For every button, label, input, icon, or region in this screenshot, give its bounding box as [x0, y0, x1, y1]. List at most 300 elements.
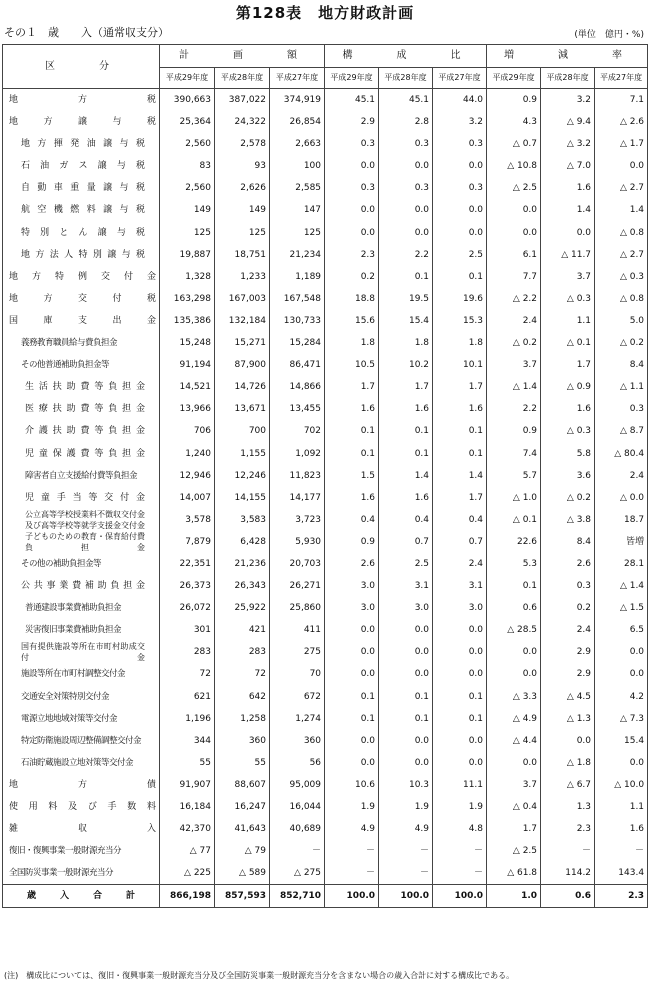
- value-cell: 93: [215, 155, 270, 177]
- value-cell: 852,710: [270, 885, 325, 908]
- table-row: [3, 310, 648, 332]
- value-cell: △ 225: [160, 862, 215, 885]
- table-row: [3, 443, 648, 465]
- value-cell: 125: [270, 222, 325, 244]
- table-row: [3, 730, 648, 752]
- value-cell: 163,298: [160, 288, 215, 310]
- row-label: 公立高等学校授業料不徴収交付金及び高等学校等就学支援金交付金: [3, 509, 160, 531]
- value-cell: 672: [270, 686, 325, 708]
- value-cell: 0.1: [433, 443, 487, 465]
- value-cell: 2.4: [487, 310, 541, 332]
- table-row: [3, 266, 648, 288]
- header-change-rate: 増 減 率: [487, 45, 648, 68]
- row-label: 歳 入 合 計: [3, 885, 160, 908]
- value-cell: △ 10.8: [487, 155, 541, 177]
- value-cell: 0.3: [541, 575, 595, 597]
- value-cell: △ 28.5: [487, 619, 541, 641]
- value-cell: －: [433, 840, 487, 862]
- value-cell: 0.3: [595, 398, 648, 420]
- value-cell: 1.7: [379, 376, 433, 398]
- table-row: [3, 862, 648, 885]
- value-cell: 2,578: [215, 133, 270, 155]
- value-cell: 0.3: [325, 177, 379, 199]
- value-cell: 0.9: [487, 89, 541, 112]
- table-row: [3, 133, 648, 155]
- table-row: [3, 332, 648, 354]
- value-cell: 0.0: [595, 641, 648, 663]
- value-cell: 18,751: [215, 244, 270, 266]
- value-cell: 26,072: [160, 597, 215, 619]
- value-cell: 45.1: [379, 89, 433, 112]
- row-label: 普通建設事業費補助負担金: [3, 597, 160, 619]
- value-cell: 22,351: [160, 553, 215, 575]
- value-cell: 0.1: [325, 443, 379, 465]
- row-label: 交通安全対策特別交付金: [3, 686, 160, 708]
- value-cell: 147: [270, 199, 325, 221]
- value-cell: 1,092: [270, 443, 325, 465]
- value-cell: △ 1.0: [487, 487, 541, 509]
- value-cell: 14,726: [215, 376, 270, 398]
- value-cell: 0.0: [379, 663, 433, 685]
- value-cell: △ 8.7: [595, 420, 648, 442]
- header-year: 平成29年度: [487, 68, 541, 89]
- row-label: 復旧・復興事業一般財源充当分: [3, 840, 160, 862]
- value-cell: 7.7: [487, 266, 541, 288]
- row-label: 介護扶助費等負担金: [3, 420, 160, 442]
- table-row: [3, 155, 648, 177]
- value-cell: 2.6: [541, 553, 595, 575]
- value-cell: 0.0: [379, 730, 433, 752]
- header-year: 平成29年度: [160, 68, 215, 89]
- value-cell: 0.4: [433, 509, 487, 531]
- value-cell: 1.4: [379, 465, 433, 487]
- value-cell: 3.0: [433, 597, 487, 619]
- table-row: [3, 663, 648, 685]
- value-cell: 1.6: [595, 818, 648, 840]
- value-cell: 100.0: [325, 885, 379, 908]
- value-cell: 0.0: [325, 199, 379, 221]
- header-composition: 構 成 比: [325, 45, 487, 68]
- value-cell: 149: [215, 199, 270, 221]
- value-cell: 55: [160, 752, 215, 774]
- value-cell: 0.0: [433, 730, 487, 752]
- value-cell: －: [325, 840, 379, 862]
- value-cell: 0.0: [379, 619, 433, 641]
- value-cell: 45.1: [325, 89, 379, 112]
- value-cell: 1.6: [379, 487, 433, 509]
- value-cell: 2.2: [487, 398, 541, 420]
- value-cell: 642: [215, 686, 270, 708]
- value-cell: 91,907: [160, 774, 215, 796]
- header-year: 平成27年度: [270, 68, 325, 89]
- value-cell: 0.0: [379, 752, 433, 774]
- value-cell: 1.6: [433, 398, 487, 420]
- row-label: その他普通補助負担金等: [3, 354, 160, 376]
- value-cell: △ 0.7: [487, 133, 541, 155]
- row-label: 障害者自立支援給付費等負担金: [3, 465, 160, 487]
- value-cell: △ 0.3: [541, 288, 595, 310]
- value-cell: 1,233: [215, 266, 270, 288]
- table-row: [3, 553, 648, 575]
- value-cell: 0.0: [487, 199, 541, 221]
- value-cell: 0.0: [595, 663, 648, 685]
- value-cell: 3.0: [379, 597, 433, 619]
- value-cell: 1,155: [215, 443, 270, 465]
- value-cell: 2.4: [595, 465, 648, 487]
- value-cell: 5.7: [487, 465, 541, 487]
- value-cell: 390,663: [160, 89, 215, 112]
- table-row: [3, 641, 648, 663]
- value-cell: 0.0: [433, 222, 487, 244]
- value-cell: 4.2: [595, 686, 648, 708]
- value-cell: 70: [270, 663, 325, 685]
- row-label: 児童保護費等負担金: [3, 443, 160, 465]
- value-cell: 1.7: [433, 487, 487, 509]
- value-cell: 1.4: [595, 199, 648, 221]
- value-cell: 700: [215, 420, 270, 442]
- value-cell: 1.3: [541, 796, 595, 818]
- header-year: 平成28年度: [541, 68, 595, 89]
- value-cell: 283: [215, 641, 270, 663]
- value-cell: 21,236: [215, 553, 270, 575]
- value-cell: △ 4.9: [487, 708, 541, 730]
- value-cell: 2.5: [433, 244, 487, 266]
- value-cell: 130,733: [270, 310, 325, 332]
- table-row: [3, 708, 648, 730]
- table-row: [3, 487, 648, 509]
- value-cell: 42,370: [160, 818, 215, 840]
- value-cell: 706: [160, 420, 215, 442]
- value-cell: 12,946: [160, 465, 215, 487]
- value-cell: △ 0.8: [595, 222, 648, 244]
- value-cell: 0.3: [433, 133, 487, 155]
- value-cell: 0.0: [595, 752, 648, 774]
- table-row: [3, 774, 648, 796]
- table-row: [3, 575, 648, 597]
- value-cell: 14,155: [215, 487, 270, 509]
- value-cell: 4.8: [433, 818, 487, 840]
- value-cell: 2.8: [379, 111, 433, 133]
- value-cell: 26,373: [160, 575, 215, 597]
- row-label: 義務教育職員給与費負担金: [3, 332, 160, 354]
- value-cell: 3.1: [433, 575, 487, 597]
- value-cell: 2.3: [595, 885, 648, 908]
- value-cell: －: [379, 862, 433, 885]
- header-year: 平成27年度: [595, 68, 648, 89]
- value-cell: △ 2.2: [487, 288, 541, 310]
- value-cell: 22.6: [487, 531, 541, 553]
- value-cell: △ 0.3: [541, 420, 595, 442]
- value-cell: 13,671: [215, 398, 270, 420]
- row-label: 雑 収 入: [3, 818, 160, 840]
- value-cell: 14,866: [270, 376, 325, 398]
- value-cell: 3.0: [325, 597, 379, 619]
- table-row: [3, 796, 648, 818]
- value-cell: 125: [215, 222, 270, 244]
- value-cell: 15,248: [160, 332, 215, 354]
- value-cell: 2.9: [541, 641, 595, 663]
- value-cell: 6,428: [215, 531, 270, 553]
- value-cell: 0.0: [433, 663, 487, 685]
- value-cell: 1.0: [487, 885, 541, 908]
- value-cell: △ 9.4: [541, 111, 595, 133]
- value-cell: 1.4: [541, 199, 595, 221]
- value-cell: △ 0.2: [487, 332, 541, 354]
- value-cell: 28.1: [595, 553, 648, 575]
- row-label: 地方特例交付金: [3, 266, 160, 288]
- value-cell: 88,607: [215, 774, 270, 796]
- value-cell: △ 0.2: [595, 332, 648, 354]
- value-cell: △ 1.3: [541, 708, 595, 730]
- value-cell: 7.4: [487, 443, 541, 465]
- value-cell: 15.4: [379, 310, 433, 332]
- value-cell: 0.7: [433, 531, 487, 553]
- value-cell: 40,689: [270, 818, 325, 840]
- value-cell: 866,198: [160, 885, 215, 908]
- row-label: 使用料及び手数料: [3, 796, 160, 818]
- value-cell: △ 275: [270, 862, 325, 885]
- value-cell: 387,022: [215, 89, 270, 112]
- value-cell: 83: [160, 155, 215, 177]
- table-row: [3, 619, 648, 641]
- value-cell: △ 4.4: [487, 730, 541, 752]
- value-cell: △ 0.1: [541, 332, 595, 354]
- value-cell: 0.1: [433, 266, 487, 288]
- value-cell: 44.0: [433, 89, 487, 112]
- value-cell: △ 1.1: [595, 376, 648, 398]
- header-year: 平成29年度: [325, 68, 379, 89]
- value-cell: 0.1: [379, 266, 433, 288]
- value-cell: 4.9: [325, 818, 379, 840]
- value-cell: 143.4: [595, 862, 648, 885]
- value-cell: 3.6: [541, 465, 595, 487]
- value-cell: 1.7: [541, 354, 595, 376]
- value-cell: △ 1.4: [595, 575, 648, 597]
- value-cell: 2.3: [541, 818, 595, 840]
- table-row: [3, 818, 648, 840]
- value-cell: 2.5: [379, 553, 433, 575]
- value-cell: 3.7: [487, 774, 541, 796]
- table-row: [3, 288, 648, 310]
- value-cell: 100: [270, 155, 325, 177]
- table-subtitle: その１ 歳 入（通常収支分）: [4, 26, 169, 39]
- value-cell: △ 0.9: [541, 376, 595, 398]
- value-cell: 301: [160, 619, 215, 641]
- value-cell: 19,887: [160, 244, 215, 266]
- value-cell: 1.8: [379, 332, 433, 354]
- value-cell: 56: [270, 752, 325, 774]
- value-cell: 2,560: [160, 177, 215, 199]
- table-row: [3, 686, 648, 708]
- value-cell: 1,274: [270, 708, 325, 730]
- value-cell: △ 589: [215, 862, 270, 885]
- value-cell: △ 3.3: [487, 686, 541, 708]
- row-label: 地 方 税: [3, 89, 160, 112]
- value-cell: 25,860: [270, 597, 325, 619]
- value-cell: 95,009: [270, 774, 325, 796]
- value-cell: 0.0: [433, 199, 487, 221]
- value-cell: 15.4: [595, 730, 648, 752]
- table-row: [3, 465, 648, 487]
- value-cell: 6.5: [595, 619, 648, 641]
- value-cell: 360: [270, 730, 325, 752]
- value-cell: 857,593: [215, 885, 270, 908]
- value-cell: 1,189: [270, 266, 325, 288]
- value-cell: 25,922: [215, 597, 270, 619]
- value-cell: 1.6: [541, 398, 595, 420]
- value-cell: 91,194: [160, 354, 215, 376]
- value-cell: 87,900: [215, 354, 270, 376]
- value-cell: △ 61.8: [487, 862, 541, 885]
- value-cell: 1.4: [433, 465, 487, 487]
- value-cell: 621: [160, 686, 215, 708]
- footnote: (注) 構成比については、復旧・復興事業一般財源充当分及び全国防災事業一般財源充当分を含まない場合の歳入合計に対する構成比である。: [4, 971, 515, 980]
- value-cell: 702: [270, 420, 325, 442]
- value-cell: 10.3: [379, 774, 433, 796]
- value-cell: 16,044: [270, 796, 325, 818]
- value-cell: 2.4: [433, 553, 487, 575]
- row-label: 災害復旧事業費補助負担金: [3, 619, 160, 641]
- value-cell: 2,585: [270, 177, 325, 199]
- row-label: 地 方 交 付 税: [3, 288, 160, 310]
- row-label: 施設等所在市町村調整交付金: [3, 663, 160, 685]
- value-cell: △ 0.0: [595, 487, 648, 509]
- row-label: 地 方 譲 与 税: [3, 111, 160, 133]
- value-cell: 135,386: [160, 310, 215, 332]
- total-row: [3, 885, 648, 908]
- value-cell: 41,643: [215, 818, 270, 840]
- value-cell: 2,560: [160, 133, 215, 155]
- value-cell: △ 3.8: [541, 509, 595, 531]
- value-cell: 16,184: [160, 796, 215, 818]
- header-kubun: 区 分: [3, 45, 160, 89]
- value-cell: 1.5: [325, 465, 379, 487]
- table-row: [3, 89, 648, 112]
- value-cell: △ 80.4: [595, 443, 648, 465]
- value-cell: 149: [160, 199, 215, 221]
- table-row: [3, 531, 648, 553]
- value-cell: 6.1: [487, 244, 541, 266]
- table-row: [3, 177, 648, 199]
- row-label: 特別とん譲与税: [3, 222, 160, 244]
- unit-note: (単位 億円・%): [574, 30, 644, 40]
- value-cell: 20,703: [270, 553, 325, 575]
- value-cell: 374,919: [270, 89, 325, 112]
- value-cell: 0.1: [379, 686, 433, 708]
- value-cell: 15,271: [215, 332, 270, 354]
- value-cell: 7,879: [160, 531, 215, 553]
- value-cell: 3.7: [487, 354, 541, 376]
- value-cell: 0.7: [379, 531, 433, 553]
- value-cell: 15,284: [270, 332, 325, 354]
- value-cell: 10.6: [325, 774, 379, 796]
- value-cell: 2.2: [379, 244, 433, 266]
- value-cell: 18.7: [595, 509, 648, 531]
- value-cell: 0.1: [487, 575, 541, 597]
- value-cell: 0.0: [325, 155, 379, 177]
- row-label: 地方法人特別譲与税: [3, 244, 160, 266]
- value-cell: 2.9: [541, 663, 595, 685]
- value-cell: △ 1.7: [595, 133, 648, 155]
- row-label: 地 方 債: [3, 774, 160, 796]
- value-cell: 0.6: [487, 597, 541, 619]
- value-cell: 132,184: [215, 310, 270, 332]
- value-cell: △ 3.2: [541, 133, 595, 155]
- value-cell: 10.1: [433, 354, 487, 376]
- value-cell: 3.1: [379, 575, 433, 597]
- page-title: 第128表 地方財政計画: [235, 4, 415, 22]
- table-row: [3, 509, 648, 531]
- header-year: 平成28年度: [379, 68, 433, 89]
- value-cell: 1.9: [325, 796, 379, 818]
- value-cell: 0.1: [325, 686, 379, 708]
- value-cell: 3.7: [541, 266, 595, 288]
- value-cell: 12,246: [215, 465, 270, 487]
- header-plan-amount: 計 画 額: [160, 45, 325, 68]
- row-label: 子どものための教育・保育給付費負担金: [3, 531, 160, 553]
- value-cell: 0.1: [433, 420, 487, 442]
- value-cell: 2.9: [325, 111, 379, 133]
- value-cell: 72: [215, 663, 270, 685]
- value-cell: 1,328: [160, 266, 215, 288]
- value-cell: 411: [270, 619, 325, 641]
- value-cell: △ 0.8: [595, 288, 648, 310]
- value-cell: △ 7.0: [541, 155, 595, 177]
- value-cell: △ 2.5: [487, 840, 541, 862]
- value-cell: 1,258: [215, 708, 270, 730]
- value-cell: －: [379, 840, 433, 862]
- value-cell: 15.6: [325, 310, 379, 332]
- table-row: [3, 354, 648, 376]
- value-cell: 167,003: [215, 288, 270, 310]
- value-cell: △ 4.5: [541, 686, 595, 708]
- row-label: 国 庫 支 出 金: [3, 310, 160, 332]
- row-label: 全国防災事業一般財源充当分: [3, 862, 160, 885]
- value-cell: 25,364: [160, 111, 215, 133]
- value-cell: 3.0: [325, 575, 379, 597]
- value-cell: 1.7: [487, 818, 541, 840]
- row-label: 石油ガス譲与税: [3, 155, 160, 177]
- value-cell: －: [433, 862, 487, 885]
- row-label: 医療扶助費等負担金: [3, 398, 160, 420]
- value-cell: △ 79: [215, 840, 270, 862]
- value-cell: 1.1: [541, 310, 595, 332]
- row-label: 地方揮発油譲与税: [3, 133, 160, 155]
- value-cell: 0.0: [379, 222, 433, 244]
- value-cell: 0.0: [487, 752, 541, 774]
- value-cell: 114.2: [541, 862, 595, 885]
- value-cell: 2,626: [215, 177, 270, 199]
- value-cell: △ 0.3: [595, 266, 648, 288]
- value-cell: 0.0: [433, 155, 487, 177]
- value-cell: 5.3: [487, 553, 541, 575]
- value-cell: 1.9: [379, 796, 433, 818]
- fiscal-plan-table: [2, 44, 648, 908]
- value-cell: △ 2.6: [595, 111, 648, 133]
- value-cell: 0.3: [433, 177, 487, 199]
- value-cell: △ 1.5: [595, 597, 648, 619]
- value-cell: 125: [160, 222, 215, 244]
- value-cell: 0.0: [325, 730, 379, 752]
- table-row: [3, 111, 648, 133]
- header-year: 平成27年度: [433, 68, 487, 89]
- value-cell: －: [595, 840, 648, 862]
- value-cell: 8.4: [541, 531, 595, 553]
- value-cell: △ 11.7: [541, 244, 595, 266]
- value-cell: 0.9: [325, 531, 379, 553]
- row-label: 石油貯蔵施設立地対策等交付金: [3, 752, 160, 774]
- value-cell: 0.0: [433, 641, 487, 663]
